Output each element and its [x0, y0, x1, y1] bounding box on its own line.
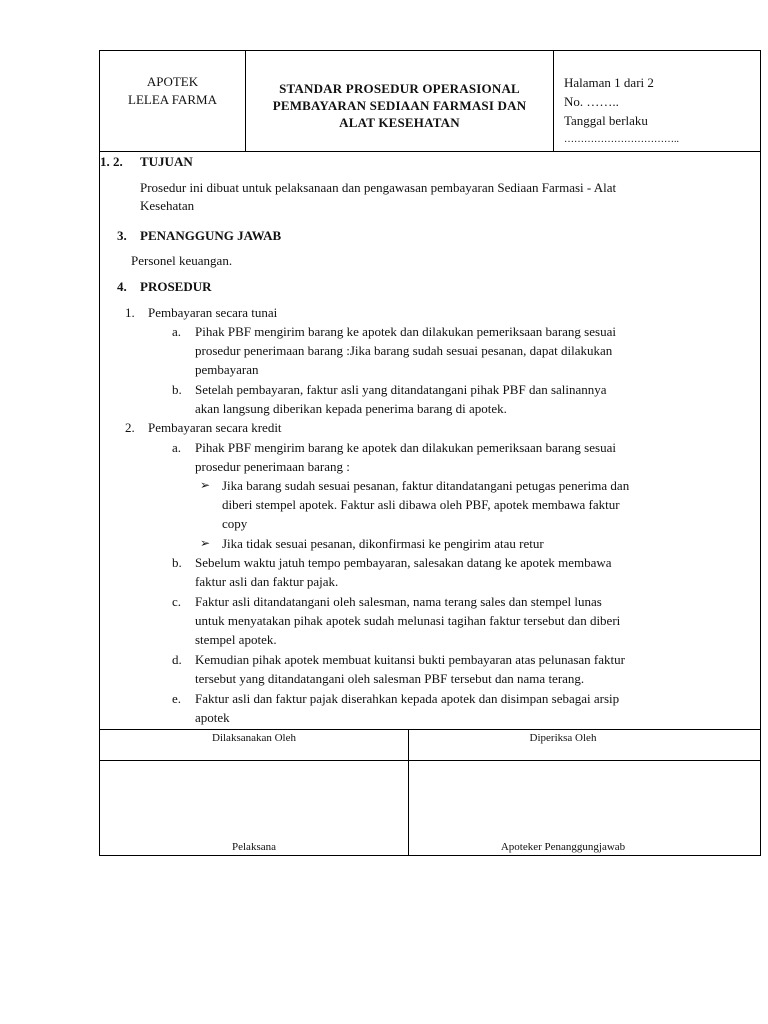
section-number-penanggung-jawab: 3.: [117, 228, 127, 243]
list-label-1a: a.: [172, 324, 182, 339]
org-name-line1: APOTEK: [146, 74, 199, 89]
procedure-2c-line2: untuk menyatakan pihak apotek sudah melunasi tagihan faktur tersebut dan diberi: [195, 613, 621, 628]
pharmacist-role-label: Apoteker Penanggungjawab: [500, 841, 626, 853]
list-number-1: 1.: [125, 305, 135, 320]
list-label-2b: b.: [172, 555, 182, 570]
procedure-2b-line2: faktur asli dan faktur pajak.: [195, 574, 339, 589]
procedure-1a-line2: prosedur penerimaan barang :Jika barang sudah sesuai pesanan, dapat dilakukan: [195, 343, 613, 358]
section-title-penanggung-jawab: PENANGGUNG JAWAB: [140, 228, 282, 243]
executor-role-label: Pelaksana: [232, 841, 276, 853]
procedure-2e-line2: apotek: [195, 710, 230, 725]
procedure-2a-bullet1-line1: Jika barang sudah sesuai pesanan, faktur ditandatangani petugas penerima dan: [222, 478, 630, 493]
valid-date-value: ……………………………..: [564, 134, 679, 145]
section-title-prosedur: PROSEDUR: [140, 279, 212, 294]
section-number-tujuan: 1. 2.: [100, 154, 123, 169]
procedure-2a-line2: prosedur penerimaan barang :: [195, 459, 350, 474]
signature-column-divider: [408, 730, 409, 856]
title-cell: [246, 51, 554, 151]
list-label-2d: d.: [172, 652, 182, 667]
list-label-2e: e.: [172, 691, 182, 706]
procedure-2a-bullet1-line3: copy: [222, 516, 248, 531]
executed-by-label: Dilaksanakan Oleh: [212, 732, 296, 744]
checked-by-label: Diperiksa Oleh: [529, 732, 597, 744]
procedure-cash-title: Pembayaran secara tunai: [148, 305, 278, 320]
tujuan-text-line2: Kesehatan: [140, 198, 195, 213]
procedure-credit-title: Pembayaran secara kredit: [148, 420, 282, 435]
procedure-2d-line2: tersebut yang ditandatangani oleh salesman PBF tersebut dan nama terang.: [195, 671, 585, 686]
organization-cell: [100, 51, 246, 151]
procedure-2a-bullet2: Jika tidak sesuai pesanan, dikonfirmasi ke pengirim atau retur: [222, 536, 544, 551]
title-line3: ALAT KESEHATAN: [339, 115, 460, 130]
procedure-1a-line3: pembayaran: [195, 362, 259, 377]
tujuan-text-line1: Prosedur ini dibuat untuk pelaksanaan dan pengawasan pembayaran Sediaan Farmasi - Alat: [140, 180, 617, 195]
list-number-2: 2.: [125, 420, 135, 435]
title-line2: PEMBAYARAN SEDIAAN FARMASI DAN: [272, 98, 527, 113]
section-number-prosedur: 4.: [117, 279, 127, 294]
arrow-bullet-icon: ➢: [200, 536, 211, 550]
arrow-bullet-icon: ➢: [200, 478, 211, 492]
procedure-2a-line1: Pihak PBF mengirim barang ke apotek dan dilakukan pemeriksaan barang sesuai: [195, 440, 616, 455]
document-number: No. ……..: [564, 94, 619, 109]
procedure-2b-line1: Sebelum waktu jatuh tempo pembayaran, salesakan datang ke apotek membawa: [195, 555, 612, 570]
procedure-2c-line1: Faktur asli ditandatangani oleh salesman, nama terang sales dan stempel lunas: [195, 594, 602, 609]
procedure-1b-line1: Setelah pembayaran, faktur asli yang ditandatangani pihak PBF dan salinannya: [195, 382, 607, 397]
section-title-tujuan: TUJUAN: [140, 154, 193, 169]
procedure-1a-line1: Pihak PBF mengirim barang ke apotek dan dilakukan pemeriksaan barang sesuai: [195, 324, 616, 339]
sop-document: [99, 50, 761, 856]
procedure-2d-line1: Kemudian pihak apotek membuat kuitansi bukti pembayaran atas pelunasan faktur: [195, 652, 625, 667]
document-info-cell: [554, 51, 760, 151]
procedure-2a-bullet1-line2: diberi stempel apotek. Faktur asli dibawa oleh PBF, apotek membawa faktur: [222, 497, 620, 512]
valid-date-label: Tanggal berlaku: [564, 113, 648, 128]
list-label-1b: b.: [172, 382, 182, 397]
title-line1: STANDAR PROSEDUR OPERASIONAL: [279, 81, 520, 96]
page-info: Halaman 1 dari 2: [564, 75, 654, 90]
procedure-1b-line2: akan langsung diberikan kepada penerima barang di apotek.: [195, 401, 507, 416]
org-name-line2: LELEA FARMA: [128, 92, 217, 107]
penanggung-jawab-text: Personel keuangan.: [131, 253, 233, 268]
procedure-2e-line1: Faktur asli dan faktur pajak diserahkan kepada apotek dan disimpan sebagai arsip: [195, 691, 620, 706]
list-label-2c: c.: [172, 594, 182, 609]
procedure-2c-line3: stempel apotek.: [195, 632, 277, 647]
signature-table: [100, 729, 760, 856]
list-label-2a: a.: [172, 440, 182, 455]
document-header: [100, 51, 760, 152]
